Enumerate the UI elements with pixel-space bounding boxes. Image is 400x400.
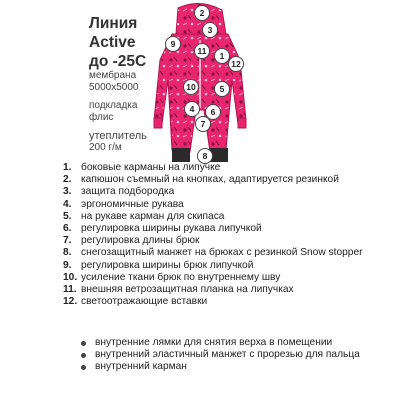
feature-item: 6. регулировка ширины рукава липучкой xyxy=(63,223,262,235)
callout-1 xyxy=(215,49,230,64)
extras-item: внутренние лямки для снятия верха в помещении xyxy=(78,337,398,349)
feature-item: 1. боковые карманы на липучке xyxy=(63,162,221,173)
product-title xyxy=(89,14,146,71)
feature-item: 11. внешняя ветрозащитная планка на липучках xyxy=(63,284,294,296)
svg-text:4: 4 xyxy=(189,104,195,114)
spec-list xyxy=(89,70,147,160)
feature-item: 12. светоотражающие вставки xyxy=(63,296,208,308)
svg-text:6: 6 xyxy=(210,107,216,117)
feature-list xyxy=(63,162,399,308)
feature-item: 3. защита подбородка xyxy=(63,186,175,198)
title-line-2: Active xyxy=(89,34,136,51)
callout-4 xyxy=(185,102,200,117)
feature-item: 4. эргономичные рукава xyxy=(63,198,184,210)
spec-value: 5000х5000 xyxy=(89,82,139,93)
callout-10 xyxy=(184,80,199,95)
callout-3 xyxy=(203,23,218,38)
spec-label: мембрана xyxy=(89,70,137,81)
extras-item: внутренний карман xyxy=(78,361,398,373)
feature-item: 9. регулировка ширины брюк липучкой xyxy=(63,259,254,271)
callout-9 xyxy=(166,37,181,52)
svg-text:10: 10 xyxy=(186,82,196,92)
svg-text:7: 7 xyxy=(200,119,206,129)
title-line-1: Линия xyxy=(89,15,138,32)
callout-7 xyxy=(196,117,211,132)
svg-text:1: 1 xyxy=(219,51,225,61)
feature-item: 5. на рукаве карман для скипаса xyxy=(63,210,225,222)
spec-label: подкладка xyxy=(89,100,138,111)
callout-11 xyxy=(195,44,210,59)
feature-item: 8. снегозащитный манжет на брюках с резинкой Snow stopper xyxy=(63,247,363,259)
spec-label: утеплитель xyxy=(89,130,147,142)
title-line-3: до -25С xyxy=(89,53,147,70)
svg-text:5: 5 xyxy=(219,84,225,94)
svg-text:2: 2 xyxy=(199,8,205,18)
svg-text:9: 9 xyxy=(170,39,176,49)
spec-value: флис xyxy=(89,112,114,123)
svg-text:12: 12 xyxy=(231,59,241,69)
spec-value: 200 г/м xyxy=(89,142,122,153)
svg-text:11: 11 xyxy=(197,46,207,56)
callout-5 xyxy=(215,82,230,97)
jumpsuit-figure xyxy=(0,0,400,170)
spec-insulation xyxy=(89,130,147,154)
feature-item: 7. регулировка длины брюк xyxy=(63,235,200,247)
callout-6 xyxy=(206,105,221,120)
spec-lining xyxy=(89,100,147,124)
callout-2 xyxy=(195,6,210,21)
extras-item: внутренний эластичный манжет с прорезью для пальца xyxy=(78,349,398,361)
svg-text:3: 3 xyxy=(207,25,213,35)
extras-list xyxy=(78,337,398,374)
feature-item: 2. капюшон съемный на кнопках, адаптируется резинкой xyxy=(63,174,339,186)
spec-membrane xyxy=(89,70,147,94)
callout-12 xyxy=(229,57,244,72)
feature-item: 10. усиление ткани брюк по внутреннему шву xyxy=(63,271,281,283)
svg-text:8: 8 xyxy=(202,151,208,161)
